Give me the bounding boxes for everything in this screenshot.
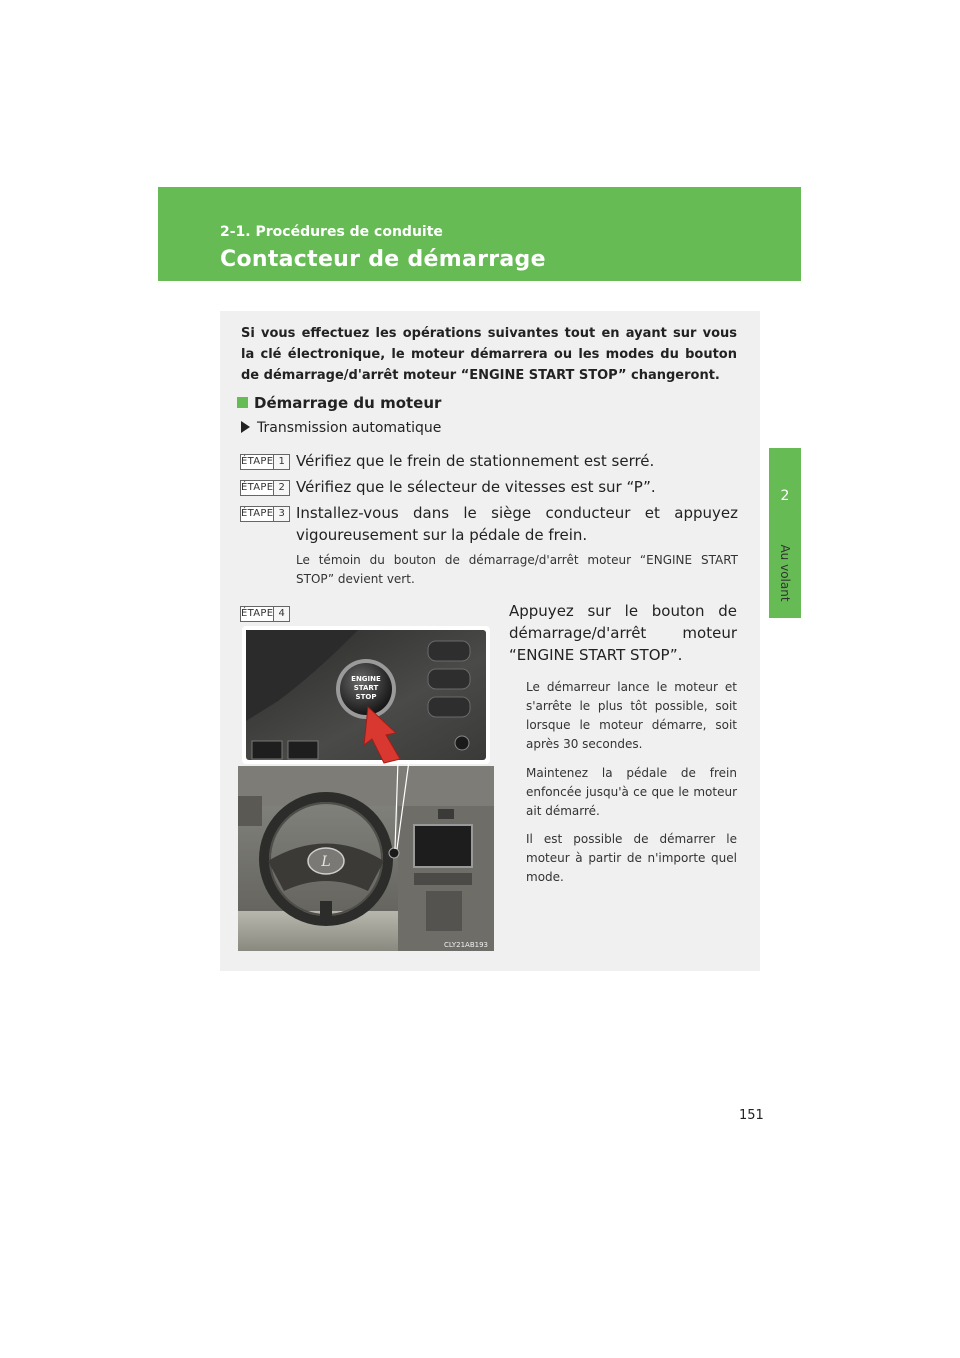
start-button-illustration	[238, 611, 494, 951]
chapter-number: 2	[780, 488, 790, 504]
step-badge-number: 3	[273, 507, 289, 521]
chapter-header	[158, 187, 801, 281]
step-badge-3	[240, 506, 290, 522]
intro-paragraph: Si vous effectuez les opérations suivantes tout en ayant sur vous la clé électronique, le moteur démarrera ou les modes du bouton de démarrage/d'arrêt moteur “ENGINE START STOP” changeront.	[241, 326, 737, 383]
chapter-label-text: Au volant	[778, 544, 792, 602]
step-4-note-3: Il est possible de démarrer le moteur à partir de n'importe quel mode.	[526, 832, 737, 884]
step-badge-label: ÉTAPE	[241, 608, 274, 619]
content-panel	[220, 311, 760, 971]
button-text-start: START	[353, 684, 379, 692]
button-text-engine: ENGINE	[351, 675, 381, 683]
subheading	[237, 394, 441, 412]
chapter-label	[771, 538, 799, 608]
step-badge-2	[240, 480, 290, 496]
step-3-note: Le témoin du bouton de démarrage/d'arrêt moteur “ENGINE START STOP” devient vert.	[296, 553, 738, 586]
step-badge-number: 1	[273, 455, 289, 469]
subheading-text: Démarrage du moteur	[254, 394, 442, 412]
transmission-type	[237, 420, 441, 436]
step-badge-number: 4	[273, 607, 289, 621]
step-4-text: Appuyez sur le bouton de démarrage/d'arrêt moteur “ENGINE START STOP”.	[509, 602, 737, 664]
step-1-text: Vérifiez que le frein de stationnement est serré.	[296, 452, 655, 470]
step-2-text: Vérifiez que le sélecteur de vitesses est sur “P”.	[296, 478, 656, 496]
transmission-text: Transmission automatique	[257, 420, 442, 436]
step-4-note-1: Le démarreur lance le moteur et s'arrête le plus tôt possible, soit lorsque le moteur démarre, soit après 30 secondes.	[526, 680, 737, 751]
page-title: Contacteur de démarrage	[220, 247, 546, 272]
section-title: 2-1. Procédures de conduite	[220, 224, 443, 240]
step-badge-label: ÉTAPE	[241, 508, 274, 519]
step-badge-number: 2	[273, 481, 289, 495]
arrow-right-icon	[241, 421, 250, 433]
step-4-note-2: Maintenez la pédale de frein enfoncée jusqu'à ce que le moteur ait démarré.	[526, 766, 737, 818]
step-badge-label: ÉTAPE	[241, 456, 274, 467]
page-number: 151	[739, 1108, 764, 1123]
step-badge-1	[240, 454, 290, 470]
square-bullet-icon	[237, 397, 248, 408]
svg-text:L: L	[321, 854, 331, 870]
button-text-stop: STOP	[355, 693, 377, 701]
step-badge-label: ÉTAPE	[241, 482, 274, 493]
step-3-text: Installez-vous dans le siège conducteur et appuyez vigoureusement sur la pédale de frein.	[296, 504, 738, 544]
figure-code: CLY21AB193	[444, 941, 488, 949]
